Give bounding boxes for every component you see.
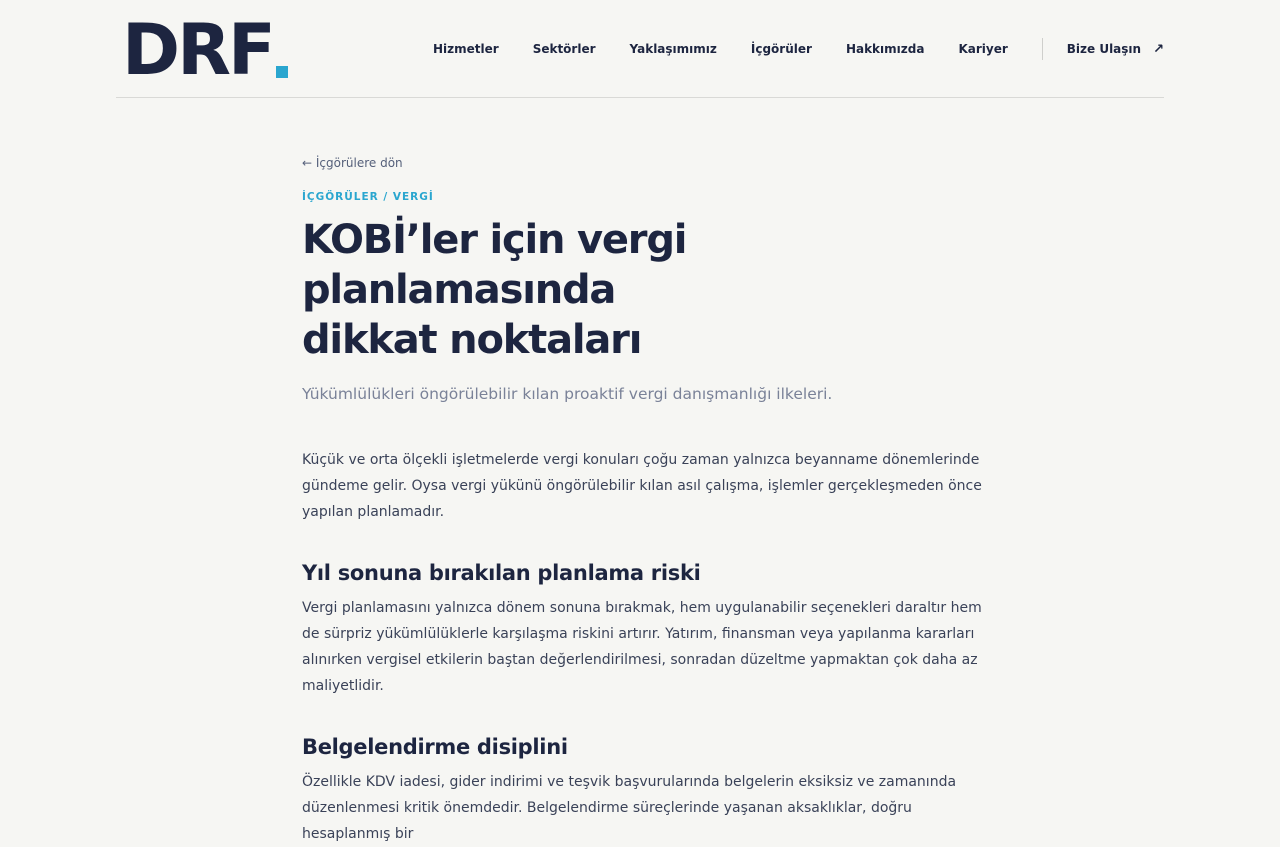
article-category: İÇGÖRÜLER / VERGİ [302,191,434,203]
nav-item-kariyer[interactable]: Kariyer [958,42,1008,56]
back-to-insights-link[interactable]: ← İçgörülere dön [302,156,403,170]
contact-link[interactable] [1067,42,1164,57]
nav-item-hizmetler[interactable]: Hizmetler [432,42,499,56]
logo-accent-dot [276,66,288,78]
section-body: Özellikle KDV iadesi, gider indirimi ve teşvik başvurularında belgelerin eksiksiz ve zamanında düzenlenmesi kritik önemdedir. Belgelendirme süreçlerinde yaşanan aksaklıklar, doğru hesaplanmış bir [302,774,957,842]
section-heading: Belgelendirme disiplini [302,735,568,759]
section-heading: Yıl sonuna bırakılan planlama riski [302,561,701,585]
main-nav [433,38,1164,60]
nav-item-yaklasimimiz[interactable]: Yaklaşımımız [629,42,717,56]
site-header [116,0,1164,98]
article-subtitle: Yükümlülükleri öngörülebilir kılan proaktif vergi danışmanlığı ilkeleri. [302,385,833,403]
article-intro: Küçük ve orta ölçekli işletmelerde vergi konuları çoğu zaman yalnızca beyanname dönemlerinde gündeme gelir. Oysa vergi yükünü öngörülebilir kılan asıl çalışma, işlemler gerçekleşmeden önce yapılan planlamadır. [302,452,982,520]
section-body: Vergi planlamasını yalnızca dönem sonuna bırakmak, hem uygulanabilir seçenekleri daraltır hem de sürpriz yükümlülüklerle karşılaşma riskini artırır. Yatırım, finansman veya yapılanma kararları alınırken vergisel etkilerin baştan değerlendirilmesi, sonradan düzeltme yapmaktan çok daha az maliyetlidir. [302,600,982,694]
nav-item-icgoruler[interactable]: İçgörüler [750,42,812,56]
nav-divider [1042,38,1043,60]
logo-text: DRF [122,9,273,91]
article-title: KOBİ’ler için vergi planlamasında dikkat noktaları [302,217,687,363]
nav-item-sektorler[interactable]: Sektörler [532,42,596,56]
article [302,150,982,847]
nav-item-hakkimizda[interactable]: Hakkımızda [845,42,925,56]
arrow-up-right-icon: ↗ [1153,41,1164,57]
logo[interactable] [122,9,288,91]
contact-link-label: Bize Ulaşın [1066,42,1142,56]
